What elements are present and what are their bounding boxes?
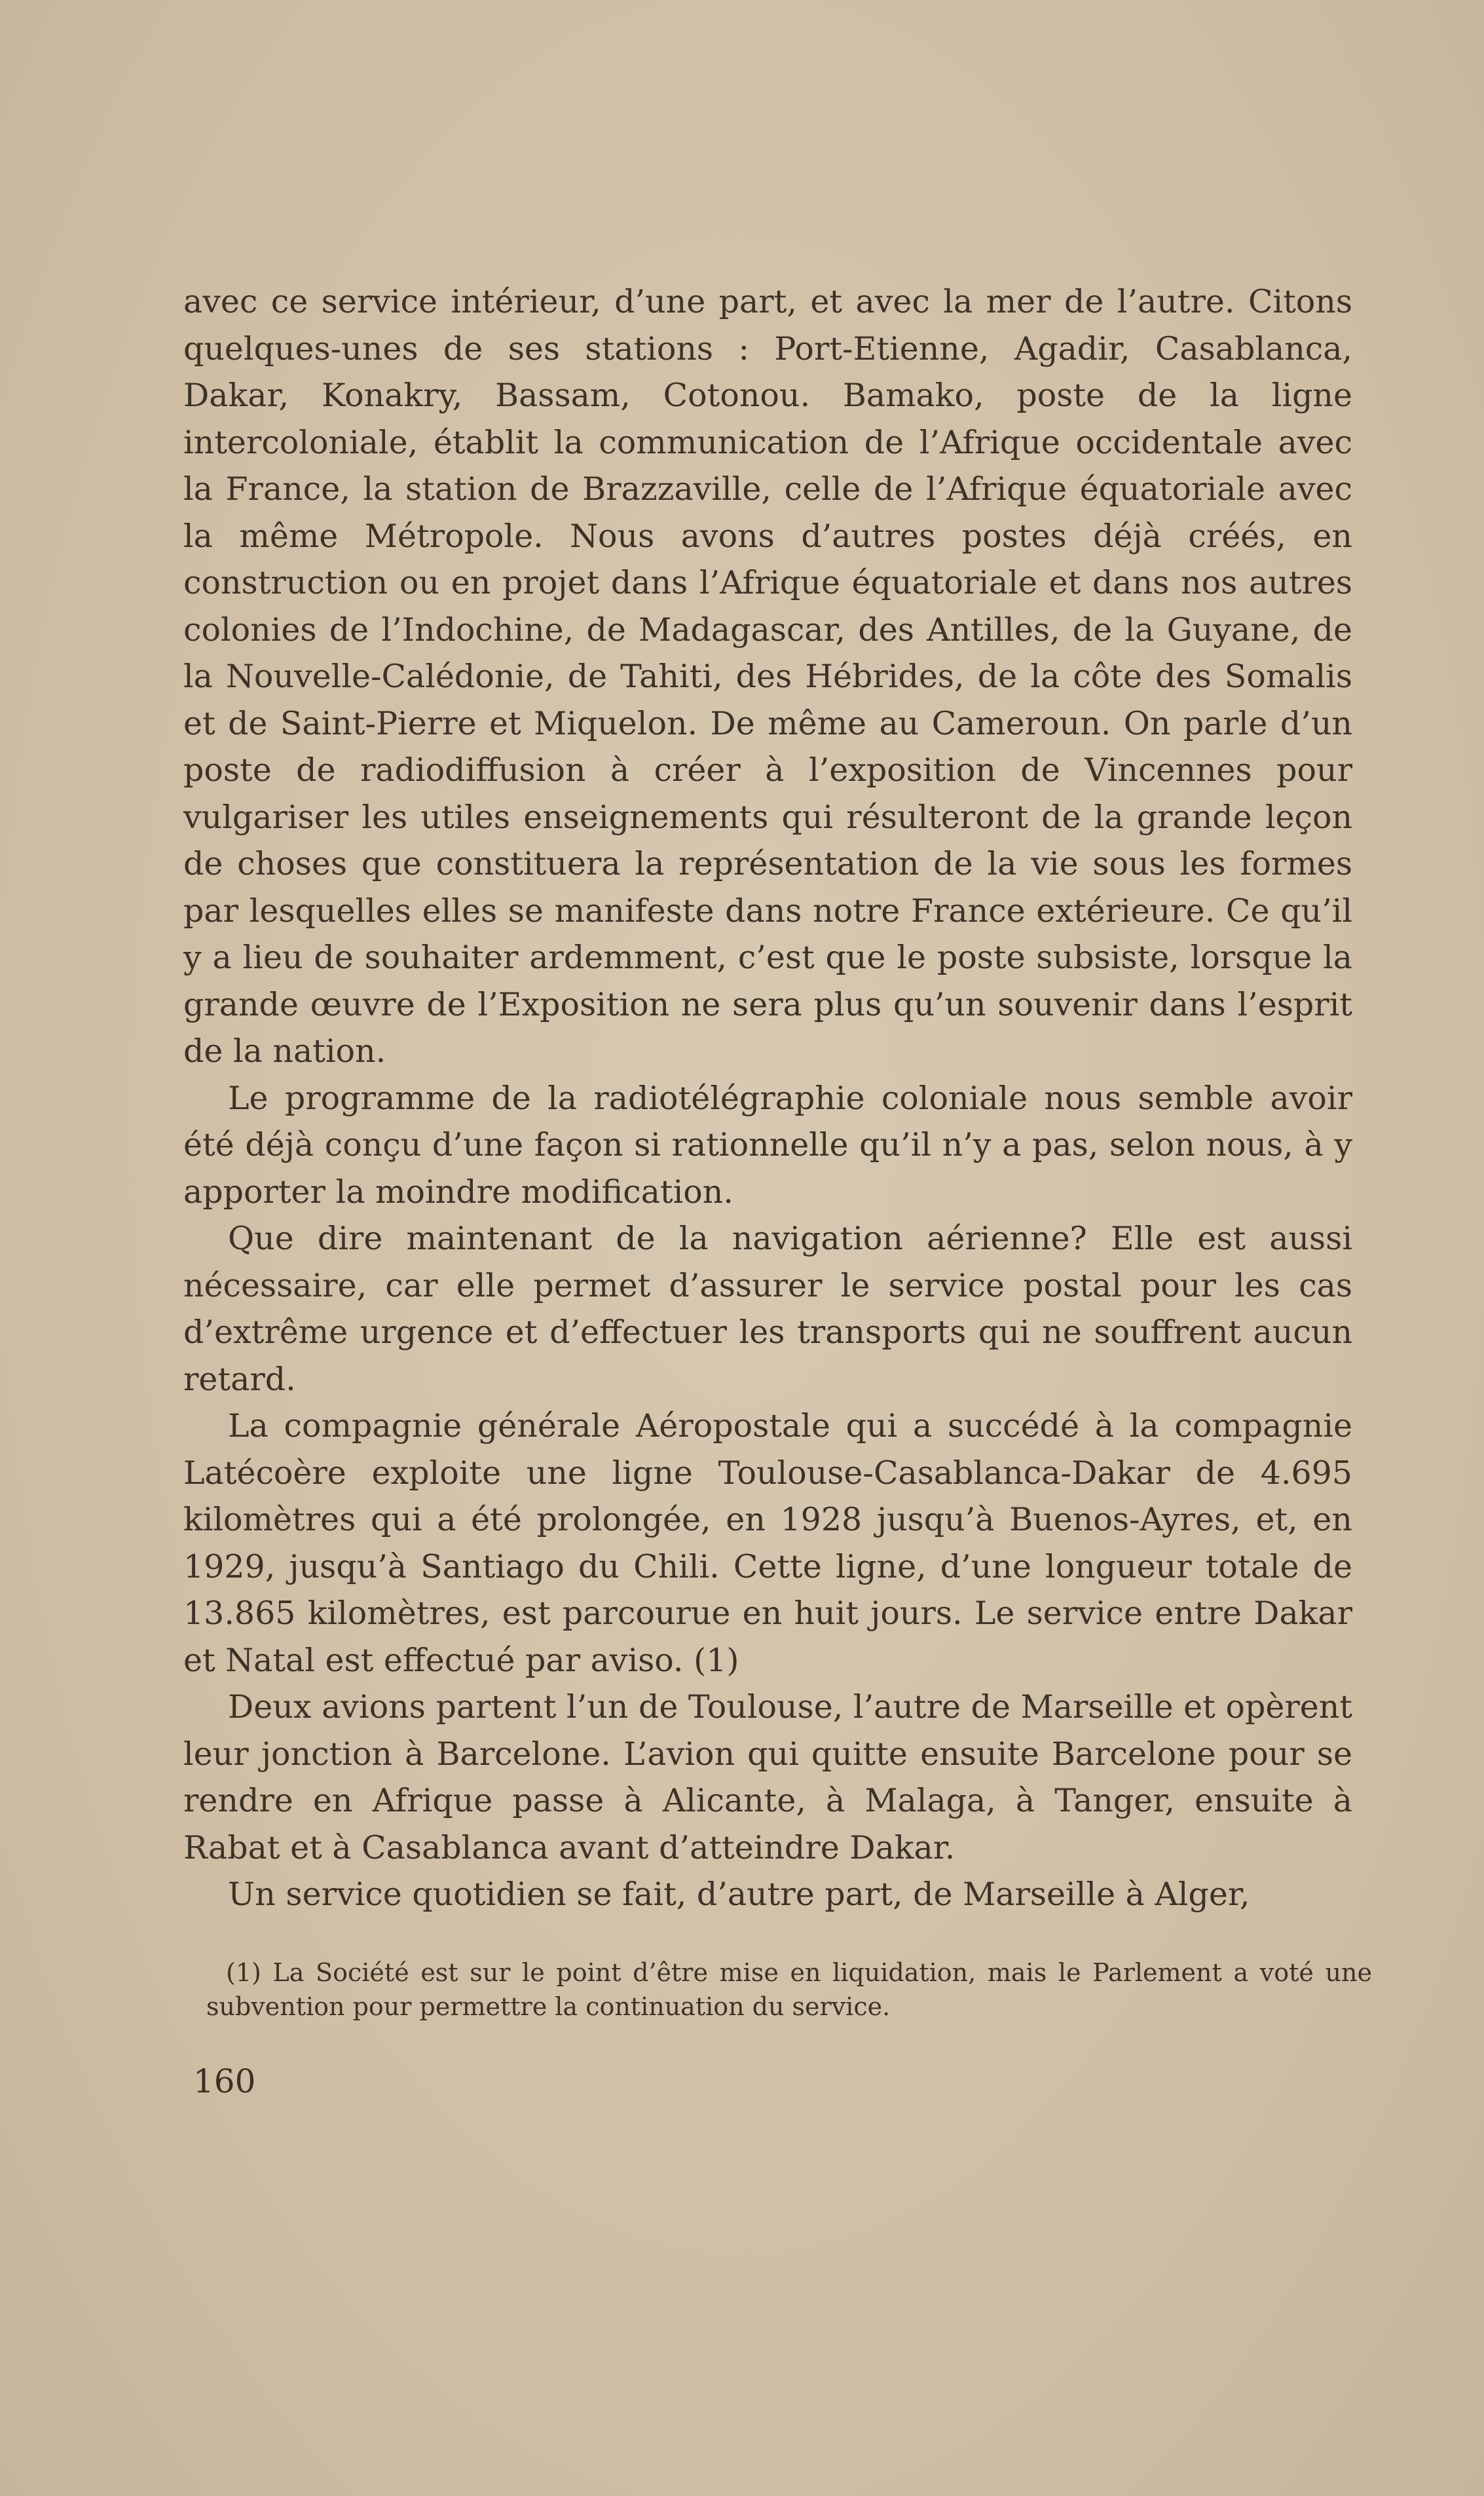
- footnote: (1) La Société est sur le point d’être mise en liquidation, mais le Parlement a voté une subvention pour permettre la continuation du service.: [206, 1958, 1372, 2021]
- paragraph-continuation: avec ce service intérieur, d’une part, et avec la mer de l’autre. Citons quelques-unes de ses stations : Port-Etienne, Agadir, Casablanca, Dakar, Konakry, Bassam, Cotonou. Bamako, poste de la ligne intercoloniale, établit la communication de l’Afrique occidentale avec la France, la station de Brazzaville, celle de l’Afrique équatoriale avec la même Métropole. Nous avons d’autres postes déjà créés, en construction ou en projet dans l’Afrique équatoriale et dans nos autres colonies de l’Indochine, de Madagascar, des Antilles, de la Guyane, de la Nouvelle-Calédonie, de Tahiti, des Hébrides, de la côte des Somalis et de Saint-Pierre et Miquelon. De même au Cameroun. On parle d’un poste de radiodiffusion à créer à l’exposition de Vincennes pour vulgariser les utiles enseignements qui résulteront de la grande leçon de choses que constituera la représentation de la vie sous les formes par lesquelles elles se manifeste dans notre France extérieure. Ce qu’il y a lieu de souhaiter ardemment, c’est que le poste subsiste, lorsque la grande œuvre de l’Exposition ne sera plus qu’un souvenir dans l’esprit de la nation.: [183, 283, 1352, 1070]
- paragraph-navigation-aerienne: Que dire maintenant de la navigation aérienne? Elle est aussi nécessaire, car elle permet d’assurer le service postal pour les cas d’extrême urgence et d’effectuer les transports qui ne souffrent aucun retard.: [183, 1220, 1352, 1398]
- paragraph-aeropostale: La compagnie générale Aéropostale qui a succédé à la compagnie Latécoère exploite une ligne Toulouse-Casablanca-Dakar de 4.695 kilomètres qui a été prolongée, en 1928 jusqu’à Buenos-Ayres, et, en 1929, jusqu’à Santiago du Chili. Cette ligne, d’une longueur totale de 13.865 kilomètres, est parcourue en huit jours. Le service entre Dakar et Natal est effectué par aviso. (1): [183, 1407, 1352, 1679]
- paragraph-radiotelegraphie: Le programme de la radiotélégraphie coloniale nous semble avoir été déjà conçu d’une façon si rationnelle qu’il n’y a pas, selon nous, à y apporter la moindre modification.: [183, 1079, 1352, 1211]
- paragraph-service-quotidien: Un service quotidien se fait, d’autre part, de Marseille à Alger,: [228, 1876, 1250, 1913]
- paragraph-deux-avions: Deux avions partent l’un de Toulouse, l’autre de Marseille et opèrent leur jonction à Barcelone. L’avion qui quitte ensuite Barcelone pour se rendre en Afrique passe à Alicante, à Malaga, à Tanger, ensuite à Rabat et à Casablanca avant d’atteindre Dakar.: [183, 1688, 1352, 1866]
- main-text: [183, 278, 1352, 1918]
- page-number: 160: [193, 2062, 256, 2100]
